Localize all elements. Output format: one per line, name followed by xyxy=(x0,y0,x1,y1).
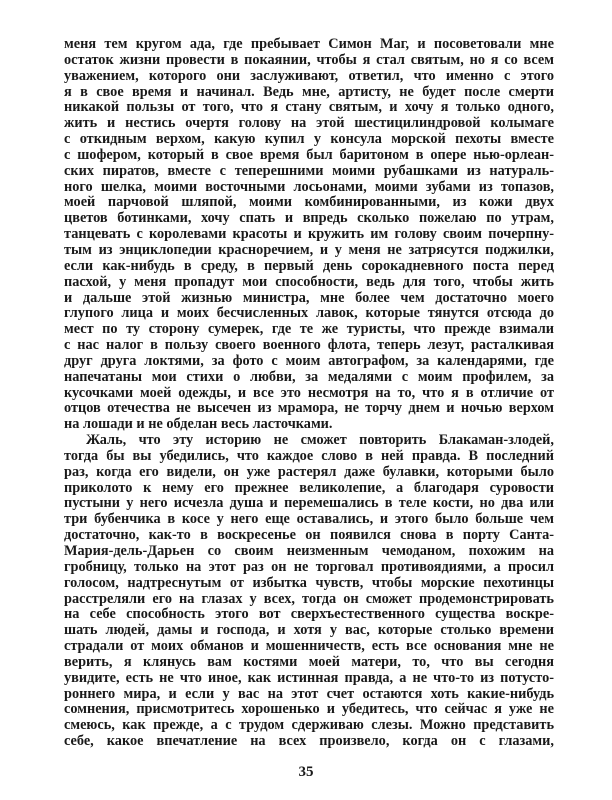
text-line: ских пиратов, вместе с теперешними моими рубашками из натураль- xyxy=(64,162,554,179)
text-line: уважением, которого они заслуживают, ответил, что именно с этого xyxy=(64,67,554,84)
text-line: Жаль, что эту историю не сможет повторить Блакаман-злодей, xyxy=(86,432,554,449)
text-line: остаток жизни провести в покаянии, чтобы я стал святым, но я со всем xyxy=(64,51,554,68)
text-line: и дальше этой жизнью министра, мне более чем достаточно моего xyxy=(64,289,554,306)
text-line: достаточно, как-то в воскресенье он появился снова в порту Санта- xyxy=(64,527,554,544)
text-line: напечатаны мои стихи о любви, за медалями с моим профилем, за xyxy=(64,368,554,385)
text-line: на лошади и не обделан весь ласточками. xyxy=(64,416,333,433)
text-line: моей парчовой шляпой, моими комбинированными, из кожи двух xyxy=(64,194,554,211)
text-line: танцевать с королевами красоты и кружить им голову своим почерпну- xyxy=(64,226,554,243)
text-line: цветов ботинками, хочу спать и впредь сколько пожелаю по утрам, xyxy=(64,210,554,227)
text-line: тым из энциклопедии красноречием, и у меня не затрясутся поджилки, xyxy=(64,241,554,258)
text-line: меня тем кругом ада, где пребывает Симон Маг, и посоветовали мне xyxy=(64,36,554,52)
text-line: с откидным верхом, какую купил у консула морской пехоты вместе xyxy=(64,131,554,148)
text-line: роннего мира, и если у вас на этот счет остаются хоть какие-нибудь xyxy=(64,685,554,702)
text-line: глупого лица и моих бесчисленных лавок, которые тянутся отсюда до xyxy=(64,305,554,322)
text-line: друг друга локтями, за фото с моим автографом, за календарями, где xyxy=(64,352,554,369)
text-line: пустыни у него исчезла душа и перемешались в теле кости, но два или xyxy=(64,495,554,512)
text-line: голосом, надтреснутым от избытка чувств, чтобы морские пехотинцы xyxy=(64,574,554,591)
text-line: мест по ту сторону сумерек, где те же туристы, что прежде взимали xyxy=(64,321,554,338)
text-line: никакой пользы от того, что я стану святым, и хочу я только одного, xyxy=(64,99,554,116)
text-line: три бубенчика в косе у него еще оставались, и этого было больше чем xyxy=(64,511,554,528)
text-line: на себе способность этого вот сверхъестественного существа воскре- xyxy=(64,606,554,623)
text-line: себе, какое впечатление на всех произвело, когда он с глазами, xyxy=(64,733,554,750)
text-line: ного шелка, моими восточными лосьонами, моими зубами из топазов, xyxy=(64,178,554,195)
text-line: раз, когда его видели, он уже растерял даже булавки, которыми было xyxy=(64,463,554,480)
text-line: верить, я клянусь вам костями моей матери, то, что вы сегодня xyxy=(64,653,554,670)
text-line: увидите, есть не что иное, как истинная правда, а не что-то из потусто- xyxy=(64,669,554,686)
text-line: страдали от моих обманов и мошенничеств, есть все основания мне не xyxy=(64,638,554,655)
text-line: тогда бы вы убедились, что каждое слово в ней правда. В последний xyxy=(64,447,554,464)
text-line: если как-нибудь в среду, в первый день сорокадневного поста перед xyxy=(64,257,554,274)
text-line: гробницу, только на этот раз он не торговал противоядиями, а просил xyxy=(64,558,554,575)
text-line: отцов отечества не высечен из мрамора, не торчу днем и ночью верхом xyxy=(64,400,554,417)
text-line: Мария-дель-Дарьен со своим неизменным чемоданом, похожим на xyxy=(64,543,554,559)
text-line: кусочками моей одежды, и все это несмотря на то, что я в отличие от xyxy=(64,384,554,401)
text-line: расстреляли его на глазах у всех, тогда он сможет продемонстрировать xyxy=(64,590,554,607)
page-body xyxy=(64,37,554,750)
text-line: шать людей, дамы и господа, и хотя у вас, которые столько времени xyxy=(64,622,554,639)
text-line: сомнения, присмотритесь хорошенько и убедитесь, что сейчас я уже не xyxy=(64,701,554,718)
text-line: с шофером, который в свое время был баритоном в опере нью-орлеан- xyxy=(64,146,554,163)
page-number: 35 xyxy=(298,764,314,780)
text-line: приколото к нему его прежнее великолепие, а благодаря суровости xyxy=(64,479,554,496)
text-line: пасхой, у меня пропадут мои способности, ведь для того, чтобы жить xyxy=(64,273,554,290)
text-line: с нас налог в пользу своего военного флота, теперь лезут, расталкивая xyxy=(64,337,554,354)
paragraph-2 xyxy=(64,433,554,750)
text-line: жить и нестись очертя голову на этой шестицилиндровой колымаге xyxy=(64,115,554,132)
paragraph-1 xyxy=(64,37,554,433)
text-line: я в свое время и начинал. Ведь мне, артисту, не будет после смерти xyxy=(64,83,554,100)
text-line: смеюсь, как прежде, а с трудом сдерживаю слезы. Можно представить xyxy=(64,717,554,734)
